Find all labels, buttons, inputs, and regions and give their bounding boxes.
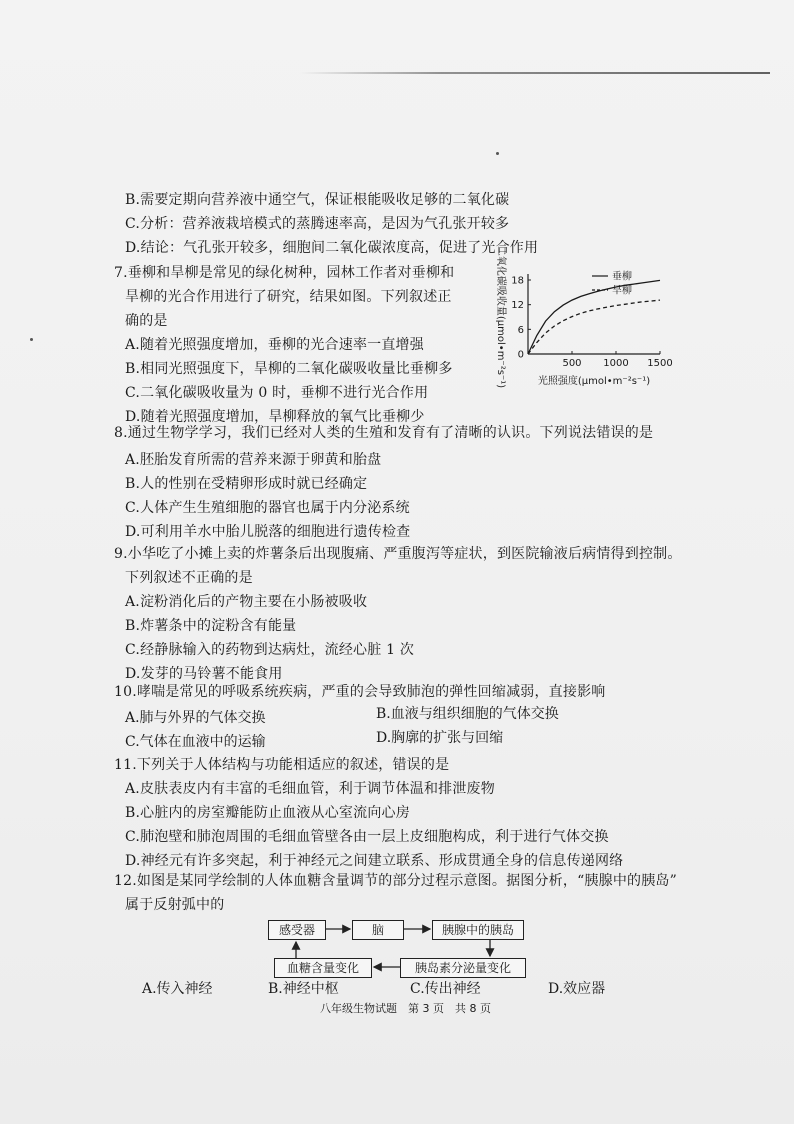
chart-x-axis-label: 光照强度(μmol•m⁻²s⁻¹) [537,376,651,387]
q7-option-d: D.随着光照强度增加，旱柳释放的氧气比垂柳少 [125,409,425,425]
q9-stem: 9.小华吃了小摊上卖的炸薯条后出现腹痛、严重腹泻等症状，到医院输液后病情得到控制。 [114,546,682,562]
q8-option-d: D.可利用羊水中胎儿脱落的细胞进行遗传检查 [125,524,411,540]
chart-series-line-1 [528,300,660,354]
q7-stem: 旱柳的光合作用进行了研究，结果如图。下列叙述正 [125,289,452,305]
q9-option-a: A.淀粉消化后的产物主要在小肠被吸收 [125,594,368,610]
chart-legend-label: 旱柳 [612,285,632,297]
q9-option-c: C.经静脉输入的药物到达病灶，流经心脏 1 次 [125,642,415,658]
q7-option-b: B.相同光照强度下，旱柳的二氧化碳吸收量比垂柳多 [125,361,453,377]
page-footer: 八年级生物试题 第 3 页 共 8 页 [320,1002,491,1015]
chart-y-tick-label: 0 [517,349,524,361]
q9-option-b: B.炸薯条中的淀粉含有能量 [125,618,297,634]
q12-stem: 属于反射弧中的 [125,897,225,913]
scan-speck [30,338,33,341]
chart-x-tick-label: 1000 [603,358,629,369]
chart-y-axis-label: 二氧化碳吸收量(μmol•m⁻²s⁻¹) [495,245,506,389]
prev-option-c: C.分析：营养液栽培模式的蒸腾速率高，是因为气孔张开较多 [125,216,510,232]
q9-option-d: D.发芽的马铃薯不能食用 [125,666,283,682]
q11-option-c: C.肺泡壁和肺泡周围的毛细血管壁各由一层上皮细胞构成，利于进行气体交换 [125,829,609,845]
chart-y-tick-label: 18 [511,275,524,287]
q12-option-c: C.传出神经 [410,981,481,997]
q10-option-a: A.肺与外界的气体交换 [125,710,266,726]
q11-option-d: D.神经元有许多突起，利于神经元之间建立联系、形成贯通全身的信息传递网络 [125,853,624,869]
scan-speck [496,152,499,155]
q7-option-a: A.随着光照强度增加，垂柳的光合速率一直增强 [125,337,424,353]
q7-option-c: C.二氧化碳吸收量为 0 时，垂柳不进行光合作用 [125,385,429,401]
q12-option-d: D.效应器 [548,981,606,997]
flow-box-glucose: 血糖含量变化 [274,958,372,978]
scan-edge-line [300,72,770,74]
prev-option-b: B.需要定期向营养液中通空气，保证根能吸收足够的二氧化碳 [125,192,510,208]
q7-stem: 确的是 [125,313,168,329]
flow-arrows [260,914,540,984]
q12-option-a: A.传入神经 [142,981,213,997]
flow-box-receptor: 感受器 [268,920,326,940]
chart-series-line-0 [528,280,660,354]
q12-stem: 12.如图是某同学绘制的人体血糖含量调节的部分过程示意图。据图分析，“胰腺中的胰岛” [114,873,677,889]
q8-option-c: C.人体产生生殖细胞的器官也属于内分泌系统 [125,500,410,516]
chart-y-tick-label: 6 [517,324,524,336]
chart-x-tick-label: 500 [562,358,582,369]
q11-option-a: A.皮肤表皮内有丰富的毛细血管，利于调节体温和排泄废物 [125,781,495,797]
q10-option-d: D.胸廓的扩张与回缩 [376,730,504,746]
q10-option-b: B.血液与组织细胞的气体交换 [376,706,559,722]
q7-stem: 7.垂柳和旱柳是常见的绿化树种，园林工作者对垂柳和 [114,265,455,281]
q8-option-b: B.人的性别在受精卵形成时就已经确定 [125,476,368,492]
flow-box-islet: 胰腺中的胰岛 [432,920,524,940]
prev-option-d: D.结论：气孔张开较多，细胞间二氧化碳浓度高，促进了光合作用 [125,240,539,256]
q10-option-c: C.气体在血液中的运输 [125,734,266,750]
q11-stem: 11.下列关于人体结构与功能相适应的叙述，错误的是 [114,757,450,773]
chart-y-tick-label: 12 [511,300,524,312]
chart-x-tick-label: 1500 [647,358,673,369]
q8-stem: 8.通过生物学学习，我们已经对人类的生殖和发育有了清晰的认识。下列说法错误的是 [114,425,654,441]
q8-option-a: A.胚胎发育所需的营养来源于卵黄和胎盘 [125,452,382,468]
flow-box-brain: 脑 [352,920,404,940]
q10-stem: 10.哮喘是常见的呼吸系统疾病，严重的会导致肺泡的弹性回缩减弱，直接影响 [114,684,606,700]
q11-option-b: B.心脏内的房室瓣能防止血液从心室流向心房 [125,805,410,821]
q9-stem: 下列叙述不正确的是 [125,570,253,586]
flow-box-insulin: 胰岛素分泌量变化 [400,958,526,978]
chart-legend-label: 垂柳 [612,271,632,283]
photosynthesis-chart [470,245,673,390]
q12-option-b: B.神经中枢 [268,981,339,997]
